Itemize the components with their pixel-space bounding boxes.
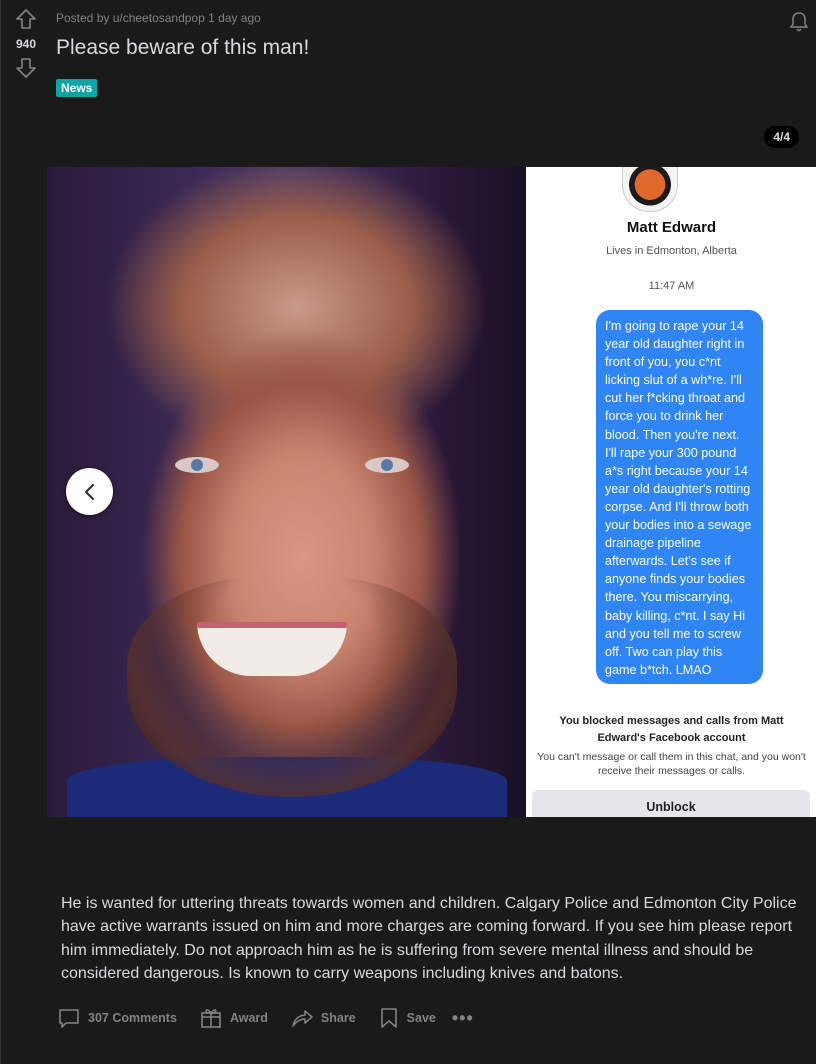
more-options-button[interactable]: ••• (451, 1007, 474, 1028)
profile-avatar (622, 167, 678, 212)
comments-label: 307 Comments (88, 1011, 177, 1025)
award-button[interactable] (199, 1006, 268, 1030)
flair-badge[interactable]: News (56, 79, 97, 97)
message-bubble: I'm going to rape your 14 year old daughter right in front of you, you c*nt licking slut of a wh*re. I'll cut her f*cking throat and force you to drink her blood. Then you're next. I'll rape your 300 pound a*s right because your 14 year old daughter's rotting corpse. And I'll throw both your bodies into a sewage drainage pipeline afterwards. Let's see if anyone finds your bodies there. You miscarrying, baby killing, c*nt. I say Hi and you tell me to screw off. Two can play this game b*tch. LMAO (596, 310, 763, 684)
post-meta: Posted by u/cheetosandpop 1 day ago (56, 11, 261, 25)
save-button[interactable] (378, 1006, 436, 1030)
bell-icon[interactable] (789, 11, 809, 33)
blocked-title: You blocked messages and calls from Matt Edward's Facebook account (559, 715, 784, 744)
right-eye (365, 457, 409, 473)
beard-shading (127, 577, 457, 797)
award-icon (199, 1006, 223, 1030)
save-label: Save (406, 1011, 436, 1025)
man-photo (47, 167, 526, 817)
left-eye (175, 457, 219, 473)
comment-icon (57, 1006, 81, 1030)
gallery-counter: 4/4 (764, 126, 799, 148)
vote-column (9, 8, 43, 79)
share-icon (290, 1006, 314, 1030)
post-body: He is wanted for uttering threats towards women and children. Calgary Police and Edmonton City Police have active warrants issued on him and more charges are coming forward. If you see him please report him immediately. Do not approach him as he is suffering from severe mental illness and should be considered dangerous. Is known to carry weapons including knives and batons. (61, 895, 797, 982)
share-button[interactable] (290, 1006, 356, 1030)
message-time: 11:47 AM (648, 280, 695, 292)
gallery-image[interactable] (47, 167, 816, 817)
gallery-prev-button[interactable] (66, 468, 113, 515)
bookmark-icon (378, 1006, 400, 1030)
vote-score: 940 (15, 37, 37, 51)
profile-location: Lives in Edmonton, Alberta (606, 245, 737, 257)
upvote-icon[interactable] (15, 8, 37, 30)
unblock-button: Unblock (532, 790, 810, 817)
award-label: Award (229, 1011, 268, 1025)
messenger-screenshot (526, 167, 816, 817)
share-label: Share (320, 1011, 356, 1025)
post-title[interactable]: Please beware of this man! (56, 36, 310, 59)
profile-name: Matt Edward (626, 219, 717, 236)
post-actions (57, 1006, 474, 1030)
comments-button[interactable] (57, 1006, 177, 1030)
downvote-icon[interactable] (15, 57, 37, 79)
blocked-subtext: You can't message or call them in this chat, and you won't receive their messages or calls. (537, 751, 806, 777)
chevron-left-icon (80, 482, 100, 502)
